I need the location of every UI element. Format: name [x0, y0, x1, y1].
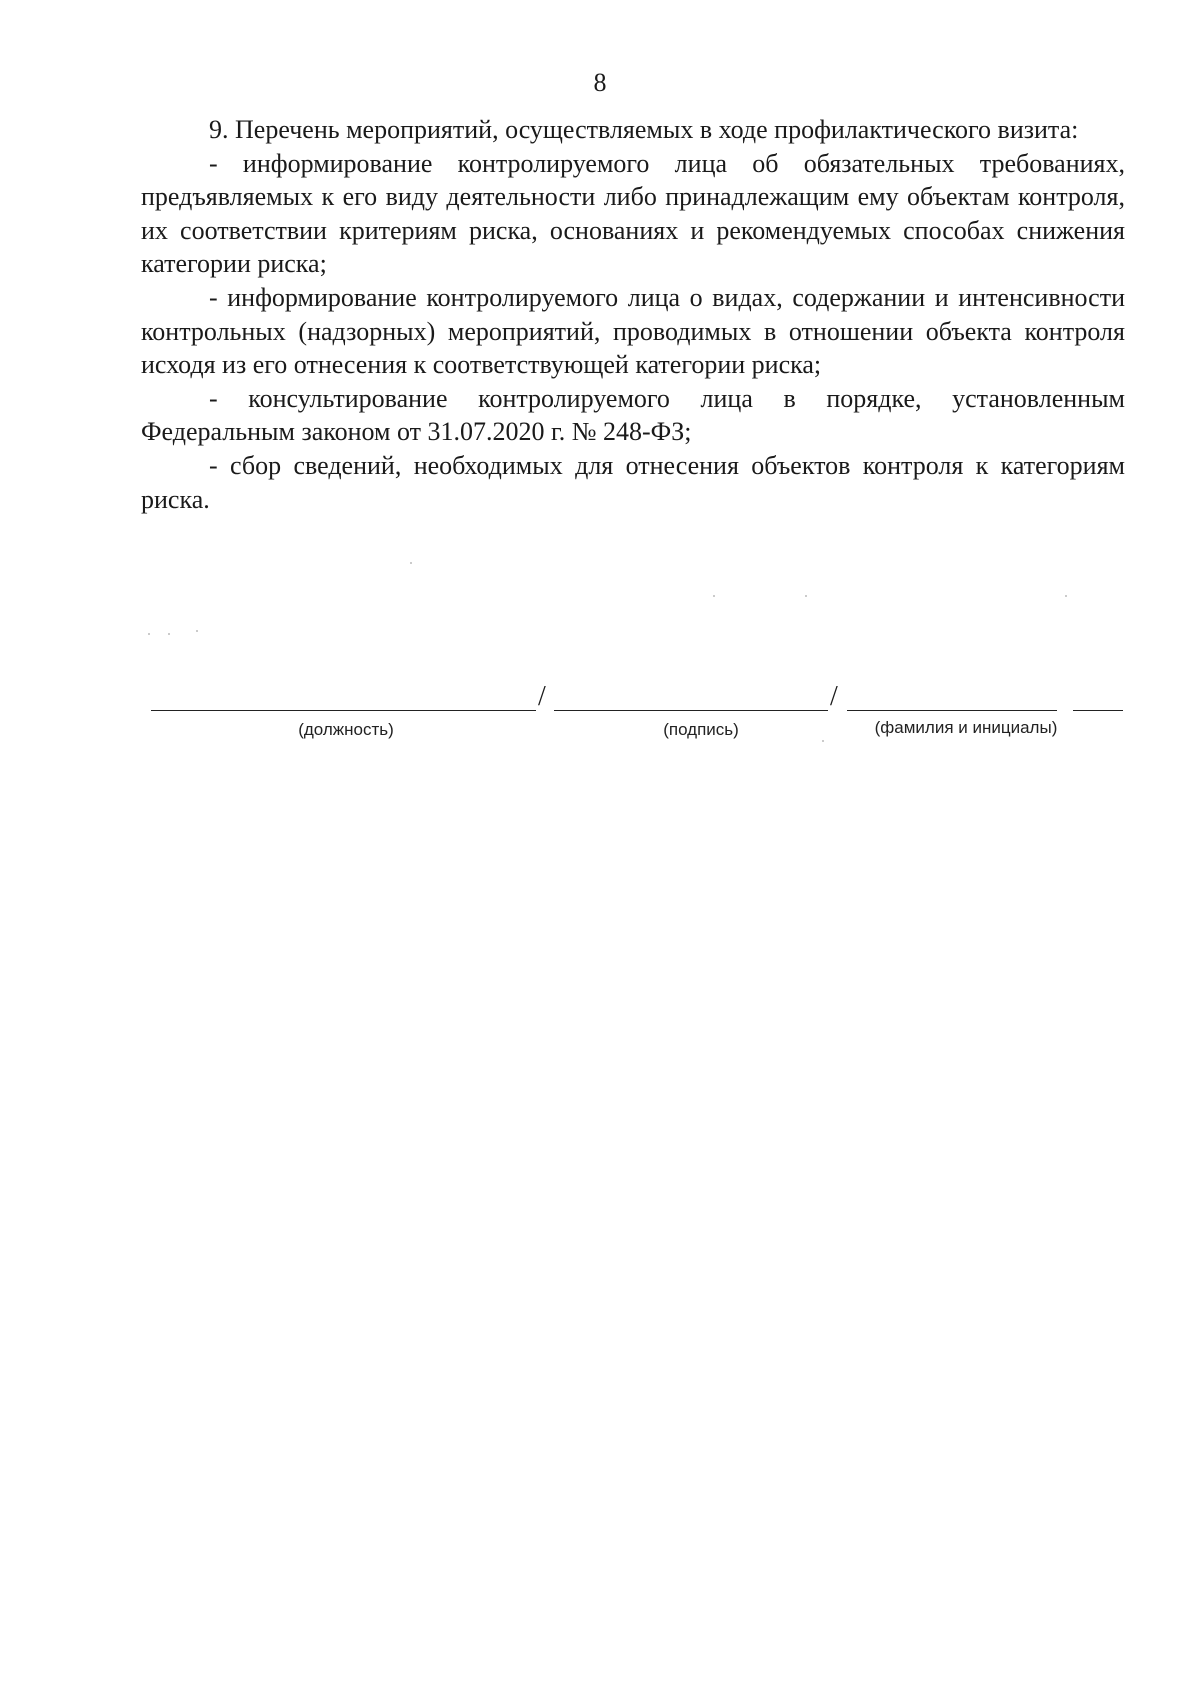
- paragraph-item-3: - консультирование контролируемого лица в порядке, установленным Федеральным законом от 31.07.2020 г. № 248-ФЗ;: [141, 383, 1125, 447]
- paragraph-item-2: - информирование контролируемого лица о видах, содержании и интенсивности контрольных (надзорных) мероприятий, проводимых в отношении объекта контроля исходя из его отнесения к соответствующей категории риска;: [141, 282, 1125, 380]
- scan-speck: [196, 630, 198, 632]
- separator-slash: /: [538, 681, 546, 712]
- name-caption: (фамилия и инициалы): [874, 718, 1058, 737]
- scan-speck: [168, 633, 170, 635]
- paragraph-item-1: - информирование контролируемого лица об обязательных требованиях, предъявляемых к его виду деятельности либо принадлежащим ему объектам контроля, их соответствии критериям риска, основаниях и рекомендуемых способах снижения категории риска;: [141, 148, 1125, 279]
- name-line-tail: [1073, 710, 1123, 711]
- signature-caption: (подпись): [663, 720, 739, 739]
- document-body: [141, 113, 1125, 516]
- paragraph-heading: 9. Перечень мероприятий, осуществляемых в ходе профилактического визита:: [209, 115, 1079, 144]
- signature-block: [141, 668, 1125, 739]
- scan-speck: [805, 595, 807, 597]
- scan-speck: [410, 562, 412, 564]
- scan-speck: [822, 740, 824, 742]
- scan-speck: [713, 595, 715, 597]
- scan-speck: [148, 633, 150, 635]
- paragraph-item-4: - сбор сведений, необходимых для отнесения объектов контроля к категориям риска.: [141, 450, 1125, 514]
- page-number: 8: [593, 68, 607, 97]
- position-caption: (должность): [298, 720, 394, 739]
- signature-line: [554, 710, 828, 711]
- scan-speck: [1065, 595, 1067, 597]
- name-line: [847, 710, 1057, 711]
- separator-slash: /: [830, 681, 838, 712]
- position-line: [151, 710, 536, 711]
